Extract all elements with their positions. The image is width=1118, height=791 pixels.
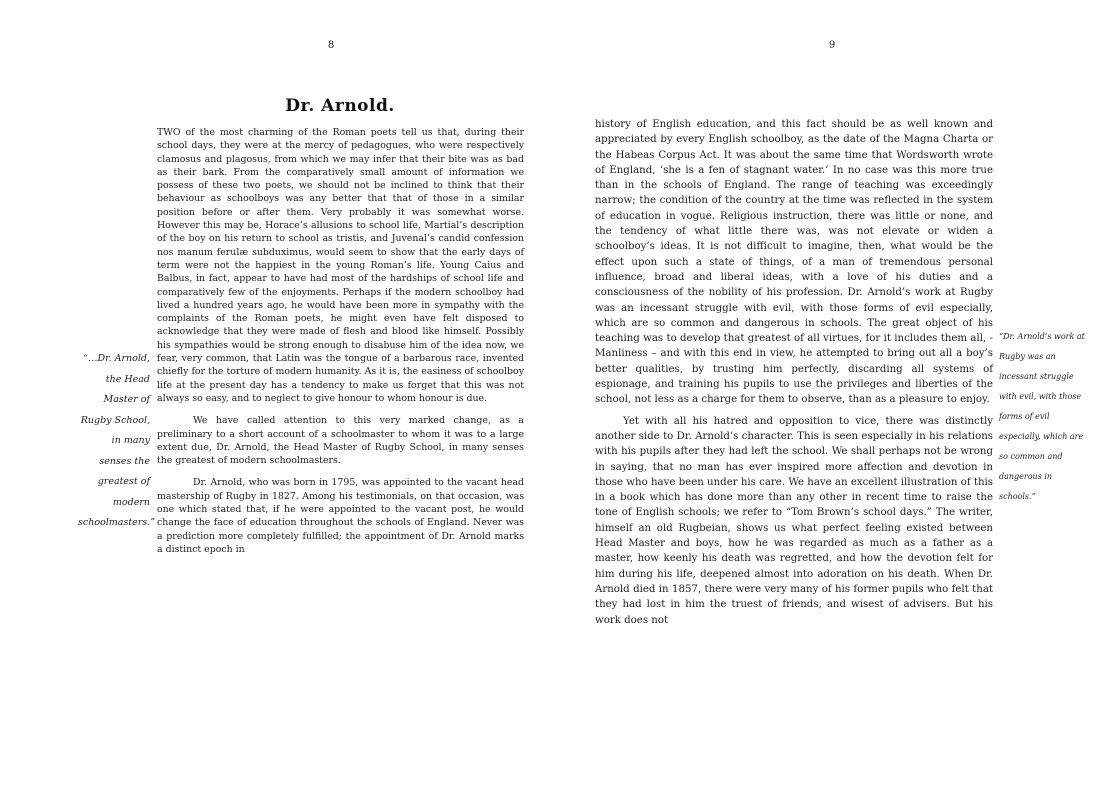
body-paragraph: We have called attention to this very marked change, as a preliminary to a short account of a schoolmaster to whom it was to a large extent due, Dr. Arnold, the Head Master of Rugby School, in many senses the greatest of modern schoolmasters. — [157, 415, 524, 467]
chapter-title: Dr. Arnold. — [285, 96, 395, 116]
body-paragraph: history of English education, and this fact should be as well known and appreciated by every English schoolboy, as the date of the Magna Charta or the Habeas Corpus Act. It was about the same time that Wordsworth wrote of England, ‘she is a fen of stagnant water.’ In no case was this more true than in the schools of England. The range of teaching was exceedingly narrow; the condition of the country at the time was reflected in the system of education in vogue. Religious instruction, there was little or none, and the tendency of what little there was, was not elevate or widen a schoolboy’s ideas. It is not difficult to imagine, then, what would be the effect upon such a state of things, of a man of tremendous personal influence, broad and liberal ideas, with a love of his duties and a consciousness of the nobility of his profession. Dr. Arnold’s work at Rugby was an incessant struggle with evil, with those forms of evil especially, which are so common and dangerous in schools. The great object of his teaching was to develop that greatest of all virtues, for it includes them all, - Manliness – and with this end in view, he attempted to bring out all a boy’s better qualities, by trusting him perfectly, discarding all systems of espionage, and training his pupils to use the privileges and liberties of the school, not less as a charge for them to observe, than as a pleasure to enjoy. — [595, 119, 993, 406]
margin-pull-quote: “…Dr. Arnold, the Head Master of Rugby School, in many senses the greatest of modern schoolmasters.” — [78, 353, 156, 528]
body-paragraph: TWO of the most charming of the Roman poets tell us that, during their school days, they were at the mercy of pedagogues, who were respectively clamosus and plagosus, from which we may infer that their bite was as bad as their bark. From the comparatively small amount of information we possess of these two poets, we should not be inclined to think that their behaviour as schoolboys was any better that that of those in a similar position before or after them. Very probably it was somewhat worse. However this may be, Horace’s allusions to school life, Martial’s description of the boy on his return to school as tristis, and Juvenal’s candid confession nos manum ferulæ subduximus, would seem to show that the early days of term were not the happiest in the young Roman’s life. Young Caius and Balbus, in fact, appear to have had most of the hardships of school life and comparatively few of the enjoyments. Perhaps if the modern schoolboy had lived a hundred years ago, he would have been more in sympathy with the complaints of the Roman poets, he might even have felt disposed to acknowledge that they were made of flesh and blood like himself. Possibly his sympathies would be strong enough to disabuse him of the idea now, we fear, very common, that Latin was the tongue of a barbarous race, invented chiefly for the torture of modern humanity. As it is, the easiness of schoolboy life at the present day has a tendency to make us forget that this was not always so easy, and to neglect to give honour to whom honour is due. — [157, 127, 524, 404]
right-page-body — [595, 117, 993, 628]
page-number: 8 — [327, 40, 335, 51]
body-paragraph: Dr. Arnold, who was born in 1795, was appointed to the vacant head mastership of Rugby in 1827. Among his testimonials, on that occasion, was one which stated that, if he were appointed to the vacant post, he would change the face of education throughout the schools of England. Never was a prediction more completely fulfilled; the appointment of Dr. Arnold marks a distinct epoch in — [157, 477, 524, 555]
left-page-body — [157, 126, 524, 556]
page-number: 9 — [828, 40, 836, 51]
margin-pull-quote: “Dr. Arnold’s work at Rugby was an incessant struggle with evil, with those forms of evil especially, which are so common and dangerous in schools.” — [999, 332, 1085, 501]
body-paragraph: Yet with all his hatred and opposition to vice, there was distinctly another side to Dr. Arnold’s character. This is seen especially in his relations with his pupils after they had left the school. We shall perhaps not be wrong in saying, that no man has ever inspired more affection and devotion in those who have been under his care. We have an excellent illustration of this in a book which has done more than any other in recent time to raise the tone of English schools; we refer to “Tom Brown’s school days.” The writer, himself an old Rugbeian, shows us what perfect feeling existed between Head Master and boys, how he was regarded as much as a father as a master, how keenly his death was regretted, and how the devotion felt for him during his life, deepened almost into adoration on his death. When Dr. Arnold died in 1857, there were very many of his former pupils who felt that they had lost in him the truest of friends, and wisest of advisers. But his work does not — [595, 415, 993, 626]
